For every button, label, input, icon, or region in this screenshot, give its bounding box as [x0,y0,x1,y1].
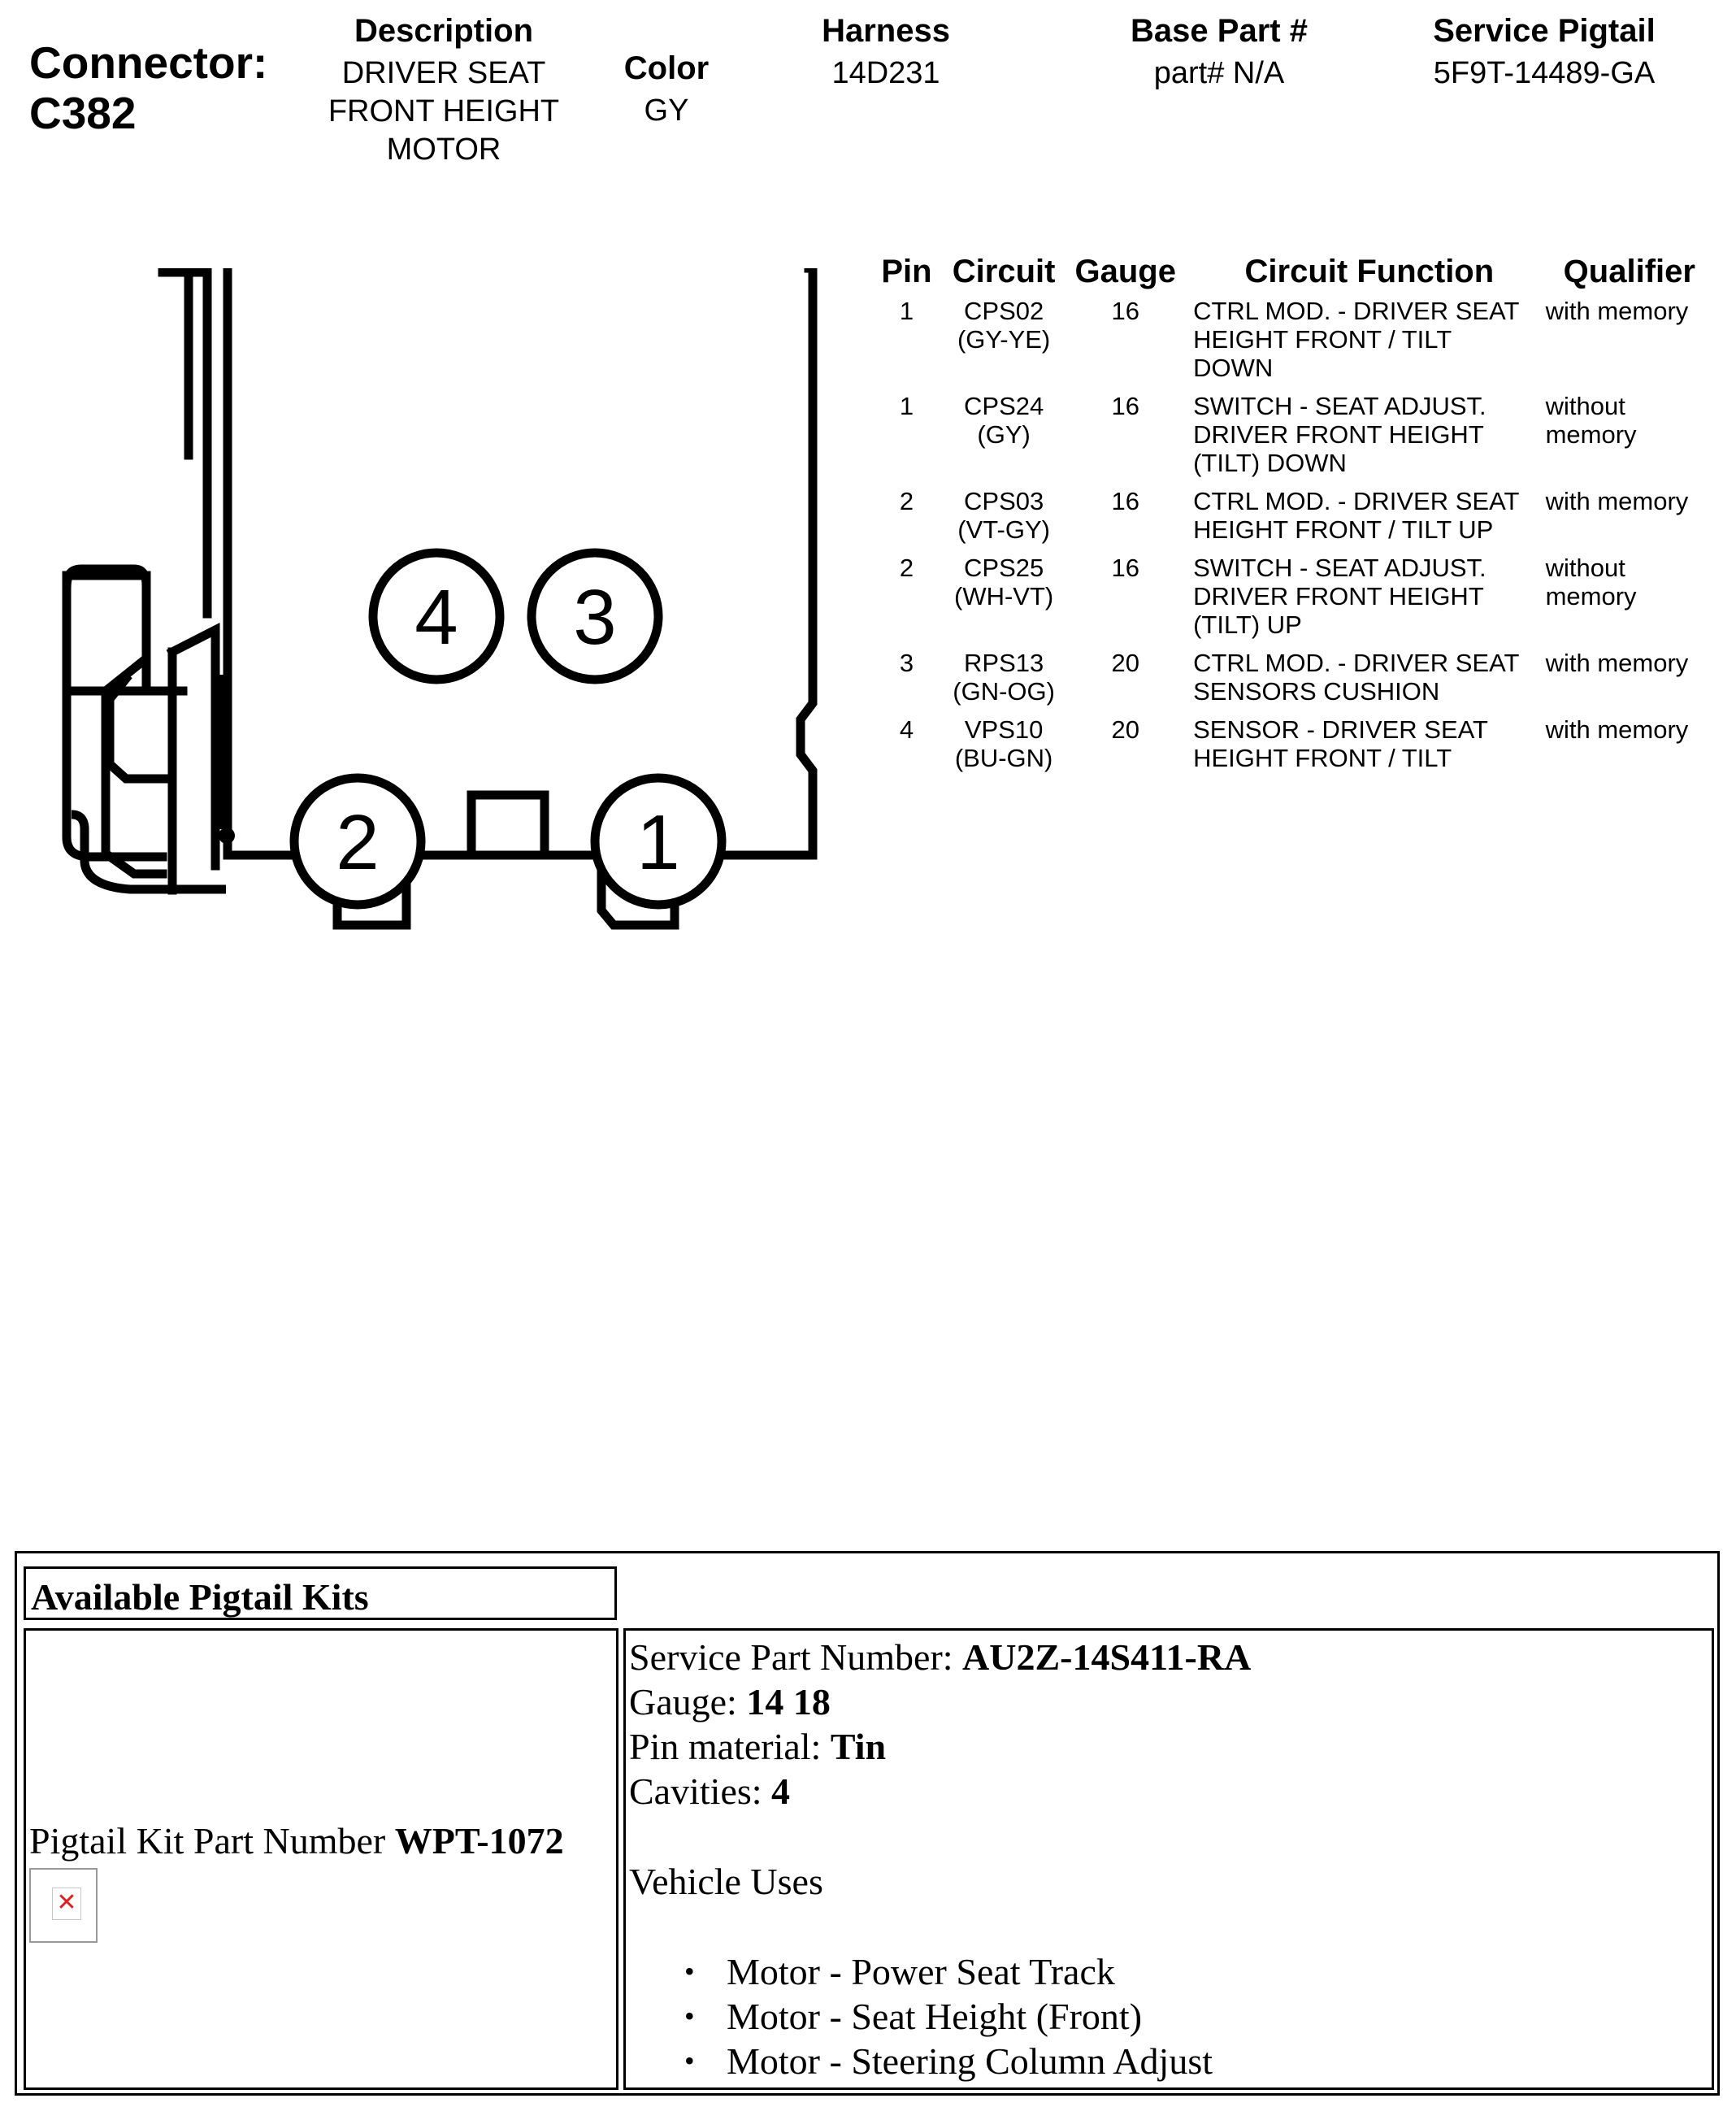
pigtail-kits-header: Available Pigtail Kits [31,1576,369,1618]
function-line: HEIGHT FRONT / TILT UP [1193,515,1494,544]
gauge-value: 14 18 [746,1681,831,1723]
function-cell [1188,487,1546,554]
qualifier-cell [1546,649,1713,715]
connector-main-body [228,268,813,855]
pin-3-label: 3 [573,574,617,661]
description-line: MOTOR [386,133,501,167]
circuit-cell [945,487,1062,554]
connector-label: Connector: [29,37,268,88]
guide-bar-1 [172,630,215,866]
gauge-label: Gauge: [629,1681,737,1723]
circuit-color: (GY-YE) [957,325,1051,354]
pin-material-label: Pin material: [629,1726,822,1767]
harness-value: 14D231 [831,56,940,90]
color-label: Color [623,50,710,86]
gauge-line [629,1680,831,1723]
cavities-line [629,1770,790,1813]
pin-2 [294,778,421,905]
qualifier-line: without [1545,392,1625,420]
function-line: SWITCH - SEAT ADJUST. [1193,392,1486,420]
left-side-clip [163,268,207,272]
qualifier-line: with memory [1545,297,1689,325]
circuit-cell [945,297,1062,392]
description-line: FRONT HEIGHT [328,94,560,128]
function-line: CTRL MOD. - DRIVER SEAT [1193,487,1520,515]
function-line: HEIGHT FRONT / TILT [1193,325,1452,354]
circuit-color: (GY) [977,420,1031,449]
table-row [868,297,1713,392]
service-pigtail-label: Service Pigtail [1433,13,1656,49]
gauge-cell: 20 [1111,649,1139,677]
pin-1 [595,778,722,905]
function-line: DRIVER FRONT HEIGHT [1193,582,1484,610]
service-part-number: AU2Z-14S411-RA [962,1636,1252,1678]
circuit-code: CPS25 [964,554,1044,582]
pigtail-kit-details-box [623,1628,1714,2090]
broken-image-icon: ✕ [52,1888,81,1920]
lower-hook [77,638,228,720]
function-line: CTRL MOD. - DRIVER SEAT [1193,649,1520,677]
pin-material-line [629,1725,886,1768]
col-header-circuit: Circuit [952,254,1056,289]
pin-cell: 2 [899,487,914,515]
center-key [471,795,545,855]
left-tower [207,268,398,614]
qualifier-cell [1546,554,1713,649]
pigtail-kit-image [29,1868,98,1943]
pin-cell: 4 [899,715,914,744]
connector-body-outline [226,1123,228,1130]
pin-1-label: 1 [636,799,680,886]
harness-column [780,13,992,93]
gauge-cell: 16 [1111,392,1139,420]
circuit-code: RPS13 [964,649,1044,677]
vehicle-uses-list [684,1949,1213,2083]
circuit-cell [945,649,1062,715]
pigtail-kit-number: WPT-1072 [394,1820,564,1862]
function-line: SENSOR - DRIVER SEAT [1193,715,1488,744]
circuit-cell [945,715,1062,782]
function-line: SENSORS CUSHION [1193,677,1440,706]
function-line: (TILT) UP [1193,610,1302,639]
qualifier-cell [1546,392,1713,487]
bottom-left-hook [75,1091,88,1130]
description-column [301,13,587,169]
function-line: DOWN [1193,354,1274,382]
table-row [868,649,1713,715]
qualifier-line: with memory [1545,487,1689,515]
pigtail-kits-header-box [24,1566,617,1620]
function-cell [1188,715,1546,782]
col-header-qualifier: Qualifier [1563,254,1695,289]
circuit-code: CPS03 [964,487,1044,515]
cavities-value: 4 [771,1770,791,1812]
circuit-color: (WH-VT) [954,582,1054,610]
connector-id: C382 [29,88,137,138]
pin-2-label: 2 [336,799,380,886]
description-value [301,54,587,169]
qualifier-cell [1546,487,1713,554]
pigtail-kit-number-label: Pigtail Kit Part Number [29,1820,386,1862]
pin-cell: 1 [899,297,914,325]
circuit-code: VPS10 [964,715,1044,744]
pigtail-kit-number-line [29,1819,564,1862]
table-row [868,487,1713,554]
circuit-cell [945,392,1062,487]
table-row [868,554,1713,649]
gauge-cell: 20 [1111,715,1139,744]
qualifier-cell [1546,715,1713,782]
pin-4-label: 4 [414,574,458,661]
vehicle-uses-label: Vehicle Uses [629,1861,823,1902]
list-item: • Motor - Power Seat Track [684,1949,1213,1994]
table-row [868,392,1713,487]
description-label: Description [354,13,534,49]
circuit-color: (VT-GY) [957,515,1050,544]
function-cell [1188,649,1546,715]
service-pigtail-column [1382,13,1707,93]
pigtail-kit-number-box [24,1628,618,2090]
connector-title [29,37,267,138]
pigtail-kits-panel [15,1551,1720,2096]
pin-table [868,254,1713,782]
circuit-color: (BU-GN) [954,744,1053,772]
col-header-circuit-function: Circuit Function [1244,254,1495,289]
function-cell [1188,297,1546,392]
function-line: DRIVER FRONT HEIGHT [1193,420,1484,449]
service-part-label: Service Part Number: [629,1636,953,1678]
pin-cell: 3 [899,649,914,677]
pin-4 [373,553,500,680]
connector-face-diagram [0,268,845,1130]
table-row [868,715,1713,782]
function-line: (TILT) DOWN [1193,449,1347,477]
latch-rod-end [219,828,235,844]
qualifier-line: with memory [1545,715,1689,744]
gauge-cell: 16 [1111,487,1139,515]
circuit-cell [945,554,1062,649]
circuit-code: CPS02 [964,297,1044,325]
qualifier-line: memory [1545,420,1637,449]
bottom-hook [77,636,228,707]
qualifier-line: with memory [1545,649,1689,677]
color-column [601,50,731,130]
pin-table-header-row [868,254,1713,297]
qualifier-line: memory [1545,582,1637,610]
base-part-column [1089,13,1349,93]
base-part-value: part# N/A [1153,56,1285,90]
qualifier-line: without [1545,554,1625,582]
circuit-code: CPS24 [964,392,1044,420]
pin-material-value: Tin [830,1726,887,1767]
color-value: GY [644,93,689,128]
circuit-color: (GN-OG) [953,677,1055,706]
gauge-cell: 16 [1111,554,1139,582]
pin-3 [532,553,658,680]
cavities-label: Cavities: [629,1770,762,1812]
function-line: CTRL MOD. - DRIVER SEAT [1193,297,1520,325]
qualifier-cell [1546,297,1713,392]
service-part-line [629,1636,1251,1679]
function-line: SWITCH - SEAT ADJUST. [1193,554,1486,582]
list-item: • Motor - Steering Column Adjust [684,2039,1213,2083]
pin-cell: 1 [899,392,914,420]
col-header-gauge: Gauge [1074,254,1176,289]
function-cell [1188,554,1546,649]
service-pigtail-value: 5F9T-14489-GA [1433,56,1656,90]
base-part-label: Base Part # [1131,13,1308,49]
gauge-cell: 16 [1111,297,1139,325]
function-line: HEIGHT FRONT / TILT [1193,744,1452,772]
pin-cell: 2 [899,554,914,582]
description-line: DRIVER SEAT [341,56,546,90]
col-header-pin: Pin [881,254,932,289]
list-item: • Motor - Seat Height (Front) [684,1994,1213,2039]
function-cell [1188,392,1546,487]
harness-label: Harness [822,13,950,49]
